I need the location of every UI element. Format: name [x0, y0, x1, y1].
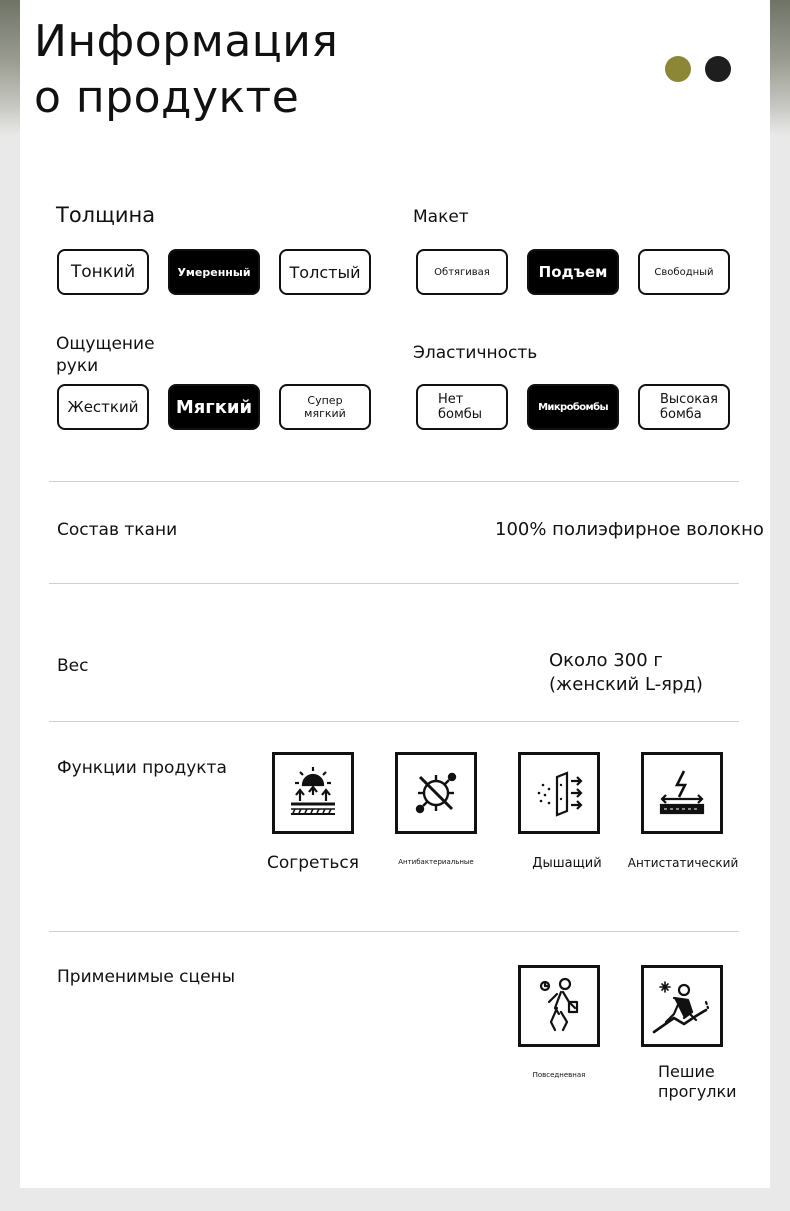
thickness-option-thin[interactable]: Тонкий — [57, 249, 149, 295]
divider — [49, 583, 739, 584]
layout-label: Макет — [413, 207, 469, 227]
warm-sun-icon — [272, 752, 354, 834]
weight-value: Около 300 г (женский L-ярд) — [549, 650, 703, 695]
divider — [49, 721, 739, 722]
product-info-card — [20, 0, 770, 1188]
hand-feel-option-soft[interactable]: Мягкий — [168, 384, 260, 430]
elasticity-option-none[interactable]: Нет бомбы — [416, 384, 508, 430]
function-label-warm: Согреться — [267, 853, 359, 873]
antistatic-icon — [641, 752, 723, 834]
function-label-antistatic: Антистатический — [627, 856, 739, 870]
breathable-icon — [518, 752, 600, 834]
elasticity-label: Эластичность — [413, 343, 538, 363]
page-title — [34, 14, 338, 126]
casual-walk-icon — [518, 965, 600, 1047]
fabric-label: Состав ткани — [57, 520, 178, 540]
black-color-dot — [705, 56, 731, 82]
weight-label: Вес — [57, 656, 89, 676]
layout-option-loose[interactable]: Свободный — [638, 249, 730, 295]
divider — [49, 481, 739, 482]
function-label-antibacterial: Антибактериальные — [398, 858, 474, 866]
divider — [49, 931, 739, 932]
thickness-option-moderate[interactable]: Умеренный — [168, 249, 260, 295]
hand-feel-label: Ощущение руки — [56, 334, 155, 376]
functions-label: Функции продукта — [57, 758, 227, 778]
scene-label-casual: Повседневная — [532, 1071, 586, 1079]
elasticity-option-high[interactable]: Высокая бомба — [638, 384, 730, 430]
function-label-breathable: Дышащий — [532, 856, 602, 871]
scene-label-hiking: Пешие прогулки — [658, 1062, 737, 1101]
title-line-2: о продукте — [34, 72, 300, 123]
hiking-icon — [641, 965, 723, 1047]
thickness-label: Толщина — [56, 203, 156, 227]
thickness-option-thick[interactable]: Толстый — [279, 249, 371, 295]
antibacterial-icon — [395, 752, 477, 834]
hand-feel-option-hard[interactable]: Жесткий — [57, 384, 149, 430]
fabric-value: 100% полиэфирное волокно — [495, 519, 764, 540]
olive-color-dot — [665, 56, 691, 82]
elasticity-option-micro[interactable]: Микробомбы — [527, 384, 619, 430]
title-line-1: Информация — [34, 16, 339, 67]
layout-option-tight[interactable]: Обтягивая — [416, 249, 508, 295]
hand-feel-option-super-soft[interactable]: Супер мягкий — [279, 384, 371, 430]
layout-option-lift[interactable]: Подъем — [527, 249, 619, 295]
scenes-label: Применимые сцены — [57, 967, 236, 987]
